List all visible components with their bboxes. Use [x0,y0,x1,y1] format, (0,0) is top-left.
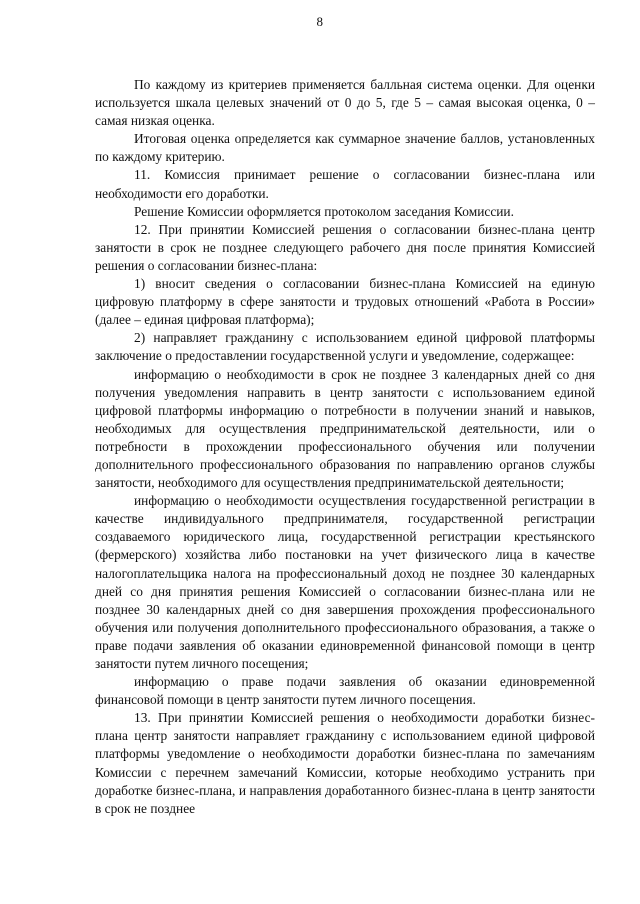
paragraph-item-11: 11. Комиссия принимает решение о согласовании бизнес-плана или необходимости его доработки. [95,167,595,201]
paragraph-info-application-right: информацию о праве подачи заявления об оказании единовременной финансовой помощи в центр занятости путем личного посещения. [95,674,595,708]
paragraph-scoring-system: По каждому из критериев применяется балльная система оценки. Для оценки используется шкала целевых значений от 0 до 5, где 5 – самая высокая оценка, 0 – самая низкая оценка. [95,77,595,129]
paragraph-item-12-1: 1) вносит сведения о согласовании бизнес-плана Комиссией на единую цифровую платформу в сфере занятости и трудовых отношений «Работа в России» (далее – единая цифровая платформа); [95,276,595,328]
paragraph-item-13: 13. При принятии Комиссией решения о необходимости доработки бизнес-плана центр занятости направляет гражданину с использованием единой цифровой платформы уведомление о необходимости доработки бизнес-плана по замечаниям Комиссии с перечнем замечаний Комиссии, которые необходимо устранить при доработке бизнес-плана, и направления доработанного бизнес-плана в центр занятости в срок не позднее [95,710,595,816]
paragraph-info-training-need: информацию о необходимости в срок не позднее 3 календарных дней со дня получения уведомления направить в центр занятости с использованием единой цифровой платформы информацию о потребности в получении знаний и навыков, необходимых для осуществления предпринимательской деятельности, или о потребности в прохождении профессионального обучения или получении дополнительного профессионального образования по направлению органов службы занятости, необходимого для осуществления предпринимательской деятельности; [95,366,595,491]
paragraph-info-registration: информацию о необходимости осуществления государственной регистрации в качестве индивидуального предпринимателя, государственной регистрации создаваемого юридического лица, государственной регистрации крестьянского (фермерского) хозяйства либо постановки на учет физического лица в качестве налогоплательщика налога на профессиональный доход не позднее 30 календарных дней со дня принятия решения Комиссией о согласовании бизнес-плана или не позднее 30 календарных дней со дня завершения прохождения профессионального обучения или получения дополнительного профессионального образования, а также о праве подачи заявления об оказании единовременной финансовой помощи в центр занятости путем личного посещения; [95,493,595,671]
paragraph-item-12: 12. При принятии Комиссией решения о согласовании бизнес-плана центр занятости в срок не позднее следующего рабочего дня после принятия Комиссией решения о согласовании бизнес-плана: [95,221,595,273]
document-body [95,76,595,818]
paragraph-commission-protocol: Решение Комиссии оформляется протоколом заседания Комиссии. [134,203,514,219]
page-number: 8 [316,14,324,29]
paragraph-total-score: Итоговая оценка определяется как суммарное значение баллов, установленных по каждому критерию. [95,131,595,165]
paragraph-item-12-2: 2) направляет гражданину с использованием единой цифровой платформы заключение о предоставлении государственной услуги и уведомление, содержащее: [95,330,595,364]
